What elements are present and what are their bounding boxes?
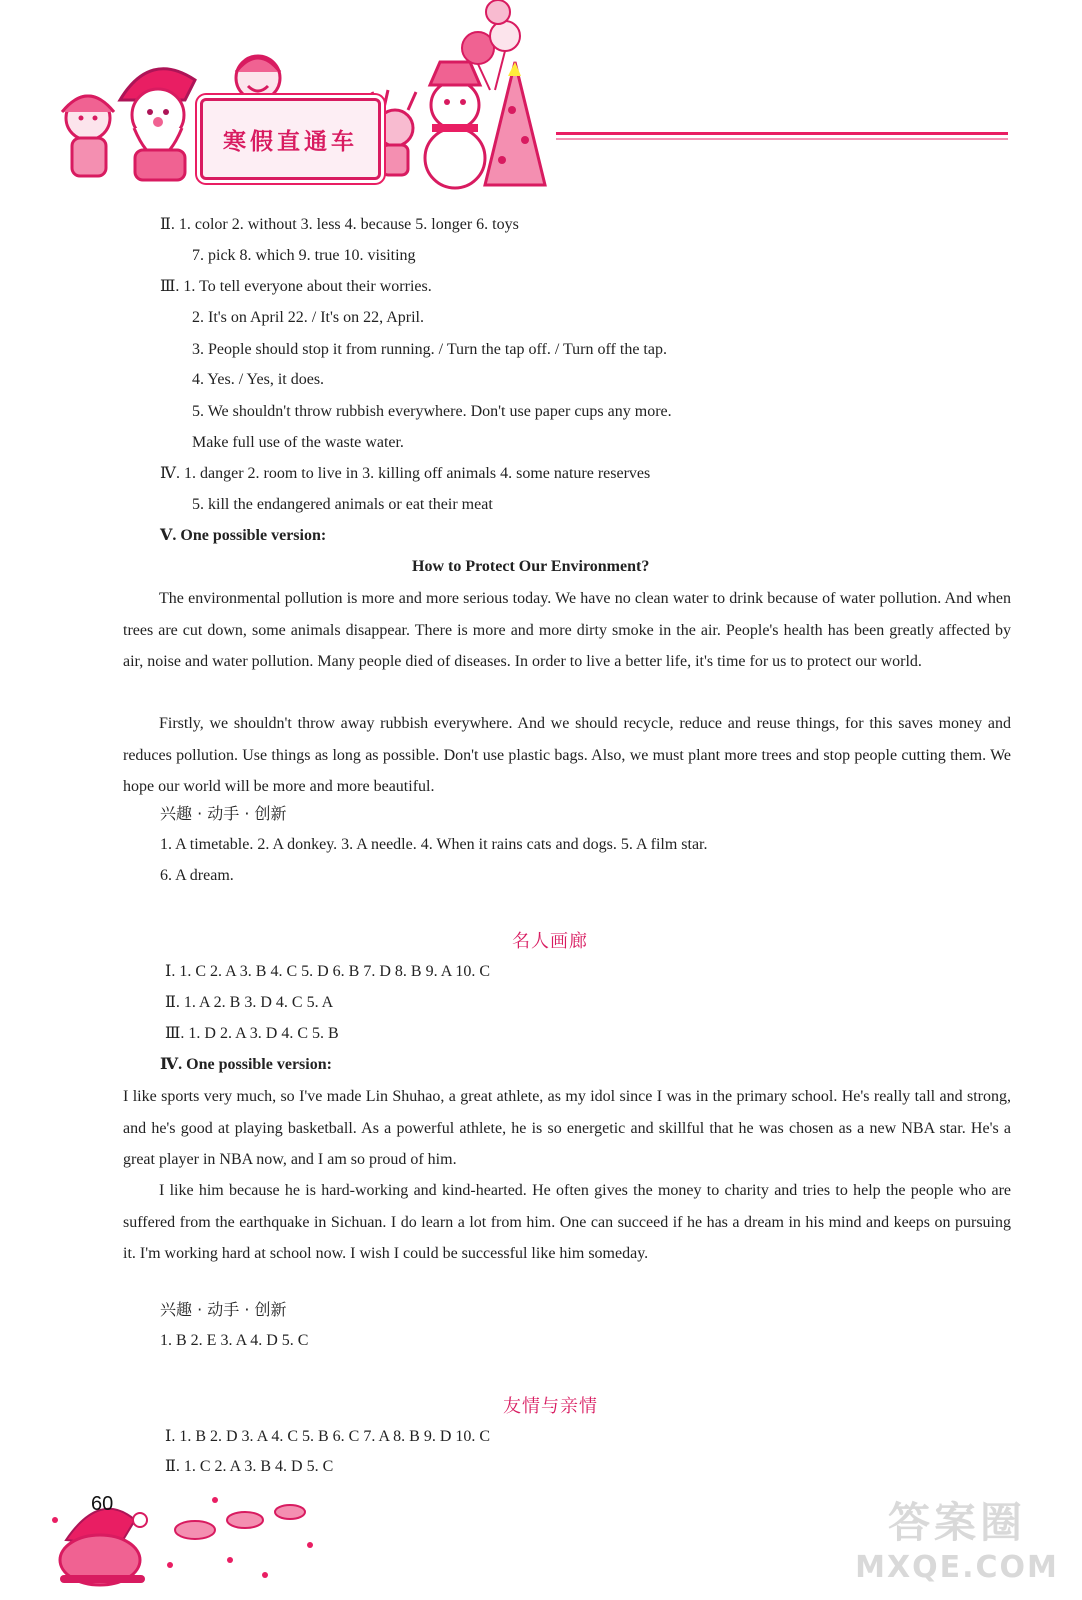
essay2-paragraph1: I like sports very much, so I've made Lin Shuhao, a great athlete, as my idol since I was in the primary school. He's really tall and strong, and he's good at playing basketball. As a powerful athlete, he is so energetic and skillful that he was chosen as a new NBA star. He's a great player in NBA now, and I am so proud of him.	[123, 1088, 1011, 1168]
section-heading-celebrity-gallery: 名人画廊	[512, 931, 588, 952]
section-heading-friendship-family: 友情与亲情	[503, 1396, 598, 1417]
page-header	[0, 0, 1082, 200]
answers-part3-item5: 5. We shouldn't throw rubbish everywhere. Don't use paper cups any more.	[192, 403, 672, 420]
answers-part3-item5-cont: Make full use of the waste water.	[192, 434, 404, 451]
reindeer-silhouette-icon	[175, 1505, 305, 1539]
snowman-icon	[425, 62, 485, 188]
part5-label: Ⅴ. One possible version:	[160, 527, 327, 544]
header-banner	[200, 98, 381, 180]
friendship-part1-answers: Ⅰ. 1. B 2. D 3. A 4. C 5. B 6. C 7. A 8. B 9. D 10. C	[165, 1428, 491, 1445]
answers-part3-item3: 3. People should stop it from running. / Turn the tap off. / Turn off the tap.	[192, 341, 667, 358]
friendship-part2-answers: Ⅱ. 1. C 2. A 3. B 4. D 5. C	[165, 1458, 334, 1475]
santa-icon	[120, 69, 195, 180]
gallery-fun-answers: 1. B 2. E 3. A 4. D 5. C	[160, 1332, 309, 1349]
gallery-part3-answers: Ⅲ. 1. D 2. A 3. D 4. C 5. B	[165, 1025, 339, 1042]
banner-title: 寒假直通车	[223, 128, 358, 155]
page-number: 60	[91, 1493, 114, 1515]
essay1-paragraph2: Firstly, we shouldn't throw away rubbish everywhere. And we should recycle, reduce and reuse things, for this saves money and reduces pollution. Use things as long as possible. Don't use plastic bags. Also, we must plant more trees and stop people cutting them. We hope our world will be more and more beautiful.	[123, 715, 1011, 795]
answers-part4-line2: 5. kill the endangered animals or eat their meat	[192, 496, 493, 513]
gallery-part4-label: Ⅳ. One possible version:	[160, 1056, 332, 1073]
essay-title: How to Protect Our Environment?	[412, 558, 650, 575]
fun-answers-line1: 1. A timetable. 2. A donkey. 3. A needle. 4. When it rains cats and dogs. 5. A film star.	[160, 836, 708, 853]
essay2-paragraph2: I like him because he is hard-working and kind-hearted. He often gives the money to charity and tries to help the people who are suffered from the earthquake in Sichuan. I do learn a lot from him. One can succeed if he has a dream in his mind and keeps on pursuing it. I'm working hard at school now. I wish I could be successful like him someday.	[123, 1182, 1011, 1262]
watermark	[852, 1490, 1062, 1590]
answers-part3-item2: 2. It's on April 22. / It's on 22, April.	[192, 309, 424, 326]
fun-section-label: 兴趣 · 动手 · 创新	[160, 804, 287, 823]
fun-answers-line2: 6. A dream.	[160, 867, 234, 884]
answers-part4-line1: Ⅳ. 1. danger 2. room to live in 3. killing off animals 4. some nature reserves	[160, 465, 651, 482]
christmas-tree-icon	[485, 62, 545, 185]
answers-part2-line1: Ⅱ. 1. color 2. without 3. less 4. because 5. longer 6. toys	[160, 216, 519, 233]
gallery-fun-label: 兴趣 · 动手 · 创新	[160, 1300, 287, 1319]
watermark-line1: 答案圈	[887, 1498, 1026, 1547]
watermark-line2: MXQE.COM	[855, 1550, 1059, 1585]
boy-face-icon	[236, 56, 280, 100]
gallery-part1-answers: Ⅰ. 1. C 2. A 3. B 4. C 5. D 6. B 7. D 8. B 9. A 10. C	[165, 963, 491, 980]
santa-sleigh-illustration	[0, 1490, 330, 1600]
santa-hat-icon	[60, 1509, 147, 1585]
answers-part3-item4: 4. Yes. / Yes, it does.	[192, 371, 325, 388]
gallery-part2-answers: Ⅱ. 1. A 2. B 3. D 4. C 5. A	[165, 994, 334, 1011]
child-figure-icon	[62, 96, 114, 176]
page-footer	[0, 1490, 330, 1600]
header-rule	[556, 132, 1008, 140]
answers-part2-line2: 7. pick 8. which 9. true 10. visiting	[192, 247, 416, 264]
essay1-paragraph1: The environmental pollution is more and more serious today. We have no clean water to drink because of water pollution. And when trees are cut down, some animals disappear. There is more and more dirty smoke in the air. People's health has been greatly affected by air, noise and water pollution. Many people died of diseases. In order to live a better life, it's time for us to protect our world.	[123, 590, 1011, 670]
answers-part3-item1: Ⅲ. 1. To tell everyone about their worries.	[160, 278, 432, 295]
